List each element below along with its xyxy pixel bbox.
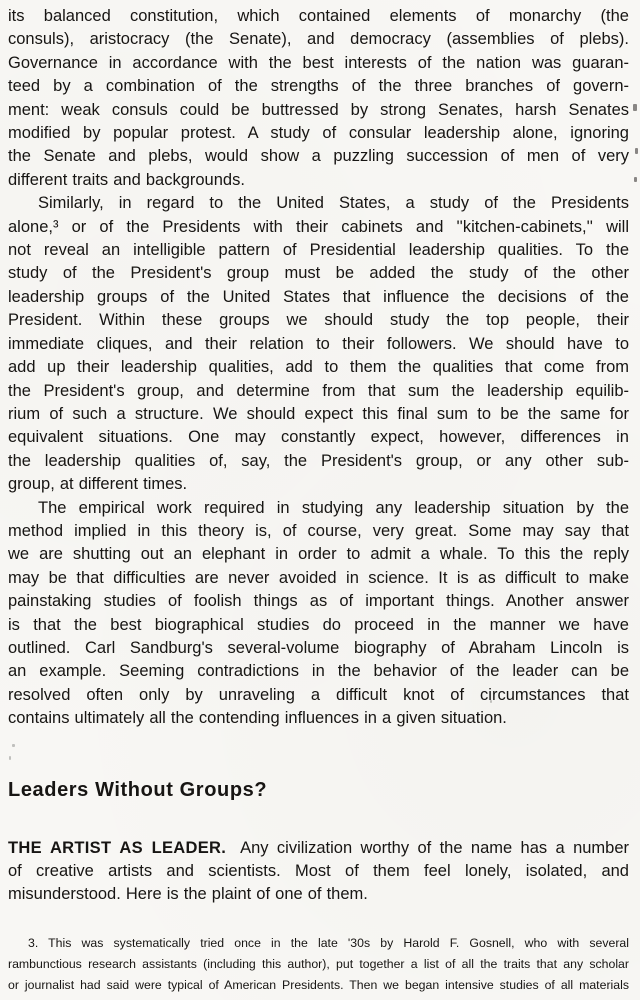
scan-speck bbox=[635, 148, 638, 154]
text-line: 3. This was systematically tried once in the late '30s by Harold F. Gosnell, who with several bbox=[28, 935, 629, 950]
scan-speck bbox=[633, 104, 637, 111]
text-line: is that the best biographical studies do proceed in the manner we have bbox=[8, 615, 629, 634]
runin-heading: THE ARTIST AS LEADER. bbox=[8, 838, 227, 857]
text-line: modified by popular protest. A study of consular leadership alone, ignoring bbox=[8, 124, 629, 143]
text-line: equivalent situations. One may constantly expect, however, differences in bbox=[8, 428, 629, 447]
text-line: we are shutting out an elephant in order to admit a whale. To this the reply bbox=[8, 545, 629, 564]
text-line: not reveal an intelligible pattern of Presidential leadership qualities. To the bbox=[8, 241, 629, 260]
text-line: consuls), aristocracy (the Senate), and democracy (assemblies of plebs). bbox=[8, 30, 629, 49]
text-line: contains ultimately all the contending influences in a given situation. bbox=[8, 709, 507, 728]
scan-speck bbox=[12, 744, 15, 747]
paragraph-empirical-work bbox=[8, 497, 629, 731]
text-line: rambunctious research assistants (including this author), put together a list of all the traits that any scholar bbox=[8, 957, 629, 972]
text-line: the President's group, and determine from that sum the leadership equilib- bbox=[8, 381, 629, 400]
text-line: group, at different times. bbox=[8, 475, 188, 494]
text-line: immediate cliques, and their relation to their followers. We should have to bbox=[8, 334, 629, 353]
text-line: or journalist had said were typical of American Presidents. Then we began intensive studies of all materials bbox=[8, 978, 629, 993]
text-line: President. Within these groups we should study the top people, their bbox=[8, 311, 629, 330]
artist-first-line bbox=[8, 837, 629, 860]
text-line: add up their leadership qualities, add to them the qualities that come from bbox=[8, 358, 629, 377]
text-line: different traits and backgrounds. bbox=[8, 170, 245, 189]
text-line: the leadership qualities of, say, the President's group, or any other sub- bbox=[8, 451, 629, 470]
text-line: rium of such a structure. We should expect this final sum to be the same for bbox=[8, 404, 629, 423]
section-heading: Leaders Without Groups? bbox=[8, 778, 268, 801]
text-line: its balanced constitution, which contained elements of monarchy (the bbox=[8, 7, 629, 25]
artist-remaining-lines bbox=[8, 860, 629, 907]
text-line: may be that difficulties are never avoided in science. It is as difficult to make bbox=[8, 568, 629, 587]
scan-speck bbox=[490, 700, 492, 703]
text-line: leadership groups of the United States that influence the decisions of the bbox=[8, 287, 629, 306]
text-line: the Senate and plebs, would show a puzzling succession of men of very bbox=[8, 147, 629, 166]
text-line: Governance in accordance with the best interests of the nation was guaran- bbox=[8, 53, 629, 72]
scan-speck bbox=[634, 177, 637, 182]
text-line: outlined. Carl Sandburg's several-volume biography of Abraham Lincoln is bbox=[8, 638, 629, 657]
text-line: Similarly, in regard to the United States, a study of the Presidents bbox=[38, 194, 629, 213]
text-line: The empirical work required in studying any leadership situation by the bbox=[38, 498, 629, 517]
text-line: teed by a combination of the strengths of the three branches of govern- bbox=[8, 77, 629, 96]
text-line: an example. Seeming contradictions in the behavior of the leader can be bbox=[8, 662, 629, 681]
text-line: misunderstood. Here is the plaint of one of them. bbox=[8, 885, 368, 904]
text-line: alone,³ or of the Presidents with their cabinets and ''kitchen-cabinets,'' will bbox=[8, 217, 629, 236]
artist-first-line-text: Any civilization worthy of the name has a number bbox=[240, 838, 630, 857]
paragraph-presidents bbox=[8, 192, 629, 496]
artist-as-leader-paragraph bbox=[8, 837, 629, 907]
text-line: ment: weak consuls could be buttressed by strong Senates, harsh Senates bbox=[8, 100, 629, 119]
text-line: resolved often only by unraveling a difficult knot of circumstances that bbox=[8, 685, 629, 704]
text-line: method implied in this theory is, of course, very great. Some may say that bbox=[8, 521, 629, 540]
paragraph-continuation bbox=[8, 5, 629, 192]
scan-speck bbox=[9, 756, 11, 760]
text-line: painstaking studies of foolish things as of important things. Another answer bbox=[8, 592, 629, 611]
footnote-3 bbox=[8, 933, 629, 997]
text-line: of creative artists and scientists. Most of them feel lonely, isolated, and bbox=[8, 862, 629, 880]
text-line: study of the President's group must be added the study of the other bbox=[8, 264, 629, 283]
